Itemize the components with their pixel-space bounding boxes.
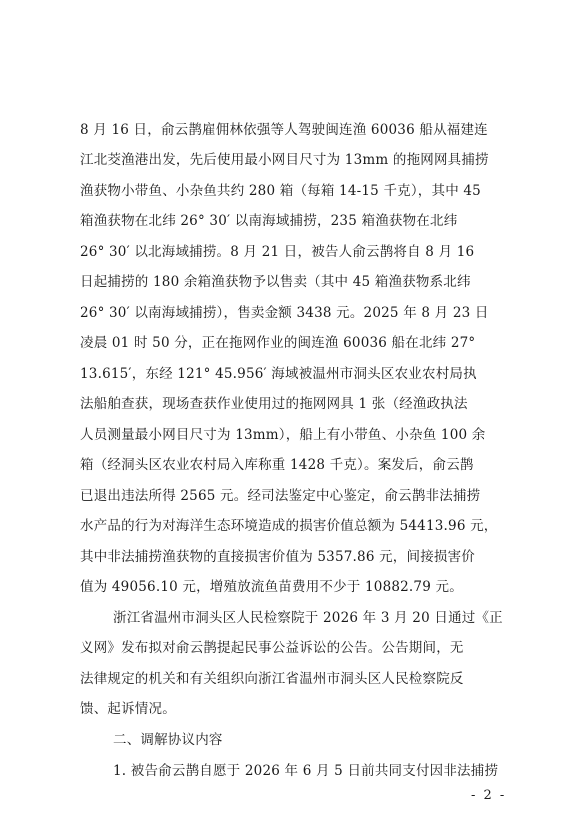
body-text-line: 26° 30′ 以北海域捕捞。8 月 21 日，被告人俞云鹊将自 8 月 16 xyxy=(80,244,475,260)
body-text-line: 渔获物小带鱼、小杂鱼共约 280 箱（每箱 14-15 千克），其中 45 xyxy=(80,183,481,199)
body-text-line: 值为 49056.10 元，增殖放流鱼苗费用不少于 10882.79 元。 xyxy=(80,579,463,595)
body-text-line: 法船舶查获，现场查获作业使用过的拖网网具 1 张（经渔政执法 xyxy=(80,396,468,412)
body-text-line: 人员测量最小网目尺寸为 13mm），船上有小带鱼、小杂鱼 100 余 xyxy=(80,427,486,443)
body-text-line: 箱（经洞头区农业农村局入库称重 1428 千克）。案发后，俞云鹊 xyxy=(80,457,474,473)
body-text-line: 馈、起诉情况。 xyxy=(80,701,176,717)
body-text-line: 义网》发布拟对俞云鹊提起民事公益诉讼的公告。公告期间，无 xyxy=(80,640,464,656)
body-text-line: 其中非法捕捞渔获物的直接损害价值为 5357.86 元，间接损害价 xyxy=(80,549,476,565)
body-text-line: 26° 30′ 以南海域捕捞），售卖金额 3438 元。2025 年 8 月 23 日 xyxy=(80,305,489,321)
body-text-line: 法律规定的机关和有关组织向浙江省温州市洞头区人民检察院反 xyxy=(80,671,464,687)
body-text-line: 13.615′，东经 121° 45.956′ 海域被温州市洞头区农业农村局执 xyxy=(80,366,477,382)
body-text-line: 已退出违法所得 2565 元。经司法鉴定中心鉴定，俞云鹊非法捕捞 xyxy=(80,488,481,504)
body-text-line: 日起捕捞的 180 余箱渔获物予以售卖（其中 45 箱渔获物系北纬 xyxy=(80,274,471,290)
body-text-line: 箱渔获物在北纬 26° 30′ 以南海域捕捞，235 箱渔获物在北纬 xyxy=(80,213,458,229)
body-text-line: 水产品的行为对海洋生态环境造成的损害价值总额为 54413.96 元， xyxy=(80,518,498,534)
page-number: - 2 - xyxy=(471,788,507,803)
body-text-line: 江北茭渔港出发，先后使用最小网目尺寸为 13mm 的拖网网具捕捞 xyxy=(80,152,489,168)
body-text-line: 凌晨 01 时 50 分，正在拖网作业的闽连渔 60036 船在北纬 27° xyxy=(80,335,476,351)
body-text-line: 8 月 16 日，俞云鹊雇佣林依强等人驾驶闽连渔 60036 船从福建连 xyxy=(80,122,488,138)
paragraph-first-line: 浙江省温州市洞头区人民检察院于 2026 年 3 月 20 日通过《正 xyxy=(113,610,503,626)
agreement-item-1: 1. 被告俞云鹊自愿于 2026 年 6 月 5 日前共同支付因非法捕捞 xyxy=(113,763,499,779)
section-heading: 二、调解协议内容 xyxy=(113,732,223,748)
